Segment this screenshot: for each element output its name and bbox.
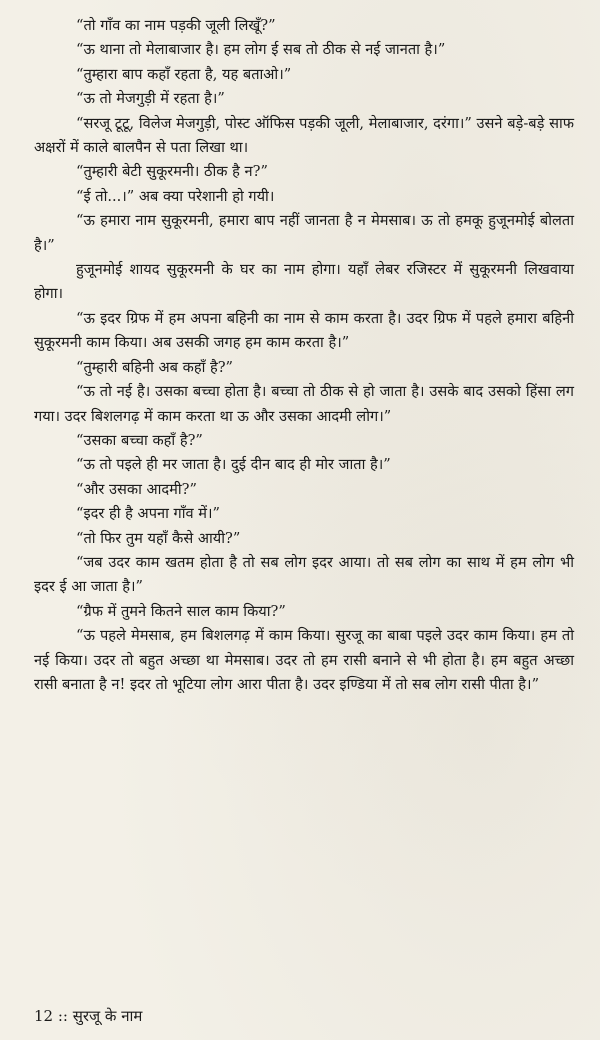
paragraph-7: “ई तो...।” अब क्या परेशानी हो गयी।: [76, 187, 275, 205]
paragraph-6: “तुम्हारी बेटी सुकूरमनी। ठीक है न?”: [76, 163, 268, 181]
paragraph-18: “जब उदर काम खतम होता है तो सब लोग इदर आया। तो सब लोग का साथ में हम लोग भी इदर ई आ जाता है।”: [34, 553, 574, 596]
paragraph-2: “ऊ थाना तो मेलाबाजार है। हम लोग ई सब तो ठीक से नई जानता है।”: [76, 41, 446, 59]
paragraph-12: “ऊ तो नई है। उसका बच्चा होता है। बच्चा तो ठीक से हो जाता है। उसके बाद उसको हिंसा लग गया। उदर बिशलगढ़ में काम करता था ऊ और उसका आदमी लोग।”: [34, 383, 574, 425]
paragraph-10: “ऊ इदर ग्रिफ में हम अपना बहिनी का नाम से काम करता है। उदर ग्रिफ में पहले हमारा बहिनी सुकूरमनी काम किया। अब उसकी जगह हम काम करता है।”: [34, 309, 574, 352]
paragraph-1: “तो गाँव का नाम पड़की जूली लिखूँ?”: [76, 17, 276, 34]
paragraph-4: “ऊ तो मेजगुड़ी में रहता है।”: [76, 90, 225, 108]
page-body: [34, 14, 574, 697]
page-footer: [34, 1006, 142, 1026]
paragraph-13: “उसका बच्चा कहाँ है?”: [76, 431, 203, 449]
paragraph-14: “ऊ तो पइले ही मर जाता है। दुई दीन बाद ही मोर जाता है।”: [76, 456, 391, 474]
paragraph-3: “तुम्हारा बाप कहाँ रहता है, यह बताओ।”: [76, 65, 292, 83]
paragraph-8: “ऊ हमारा नाम सुकूरमनी, हमारा बाप नहीं जानता है न मेमसाब। ऊ तो हमकू हुजूनमोई बोलता है।”: [34, 212, 574, 254]
paragraph-9: हुजूनमोई शायद सुकूरमनी के घर का नाम होगा। यहाँ लेबर रजिस्टर में सुकूरमनी लिखवाया होगा।: [34, 261, 574, 303]
paragraph-11: “तुम्हारी बहिनी अब कहाँ है?”: [76, 358, 234, 376]
footer-text: 12 :: सुरजू के नाम: [34, 1007, 143, 1025]
paragraph-19: “ग्रैफ में तुमने कितने साल काम किया?”: [76, 602, 286, 620]
paragraph-15: “और उसका आदमी?”: [76, 480, 197, 498]
paragraph-20: “ऊ पहले मेमसाब, हम बिशलगढ़ में काम किया। सुरजू का बाबा पइले उदर काम किया। हम तो नई किया। उदर तो बहुत अच्छा था मेमसाब। उदर तो हम रासी बनाने से भी होता है। हम बहुत अच्छा रासी बनाता है न! इदर तो भूटिया लोग आरा पीता है। उदर इण्डिया में तो सब लोग रासी पीता है।”: [34, 627, 574, 693]
paragraph-16: “इदर ही है अपना गाँव में।”: [76, 505, 220, 523]
paragraph-17: “तो फिर तुम यहाँ कैसे आयी?”: [76, 529, 241, 547]
paragraph-5: “सरजू टूटू, विलेज मेजगुड़ी, पोस्ट ऑफिस पड़की जूली, मेलाबाजार, दरंगा।” उसने बड़े-बड़े साफ अक्षरों में काले बालपैन से पता लिखा था।: [34, 114, 574, 157]
